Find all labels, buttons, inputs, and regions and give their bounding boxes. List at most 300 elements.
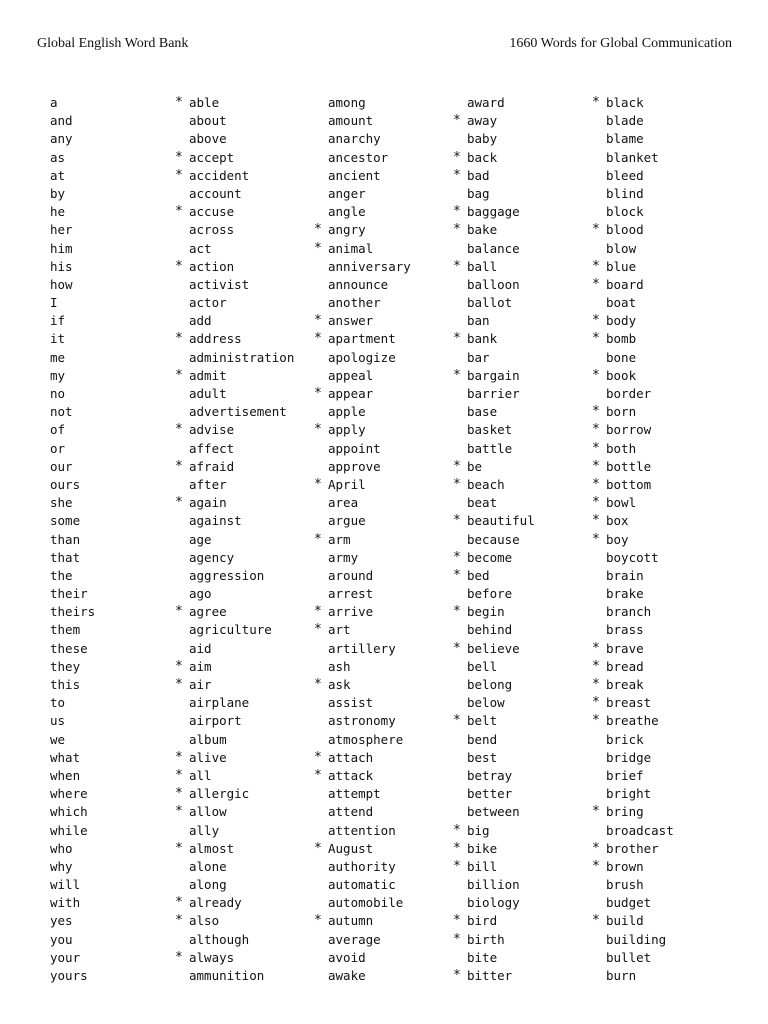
word-entry: [314, 421, 411, 439]
word-text: beach: [467, 476, 505, 492]
word-text: they: [50, 658, 81, 674]
word-text: advise: [189, 422, 235, 438]
word-entry: [189, 731, 294, 749]
word-entry: [175, 949, 294, 967]
word-entry: [50, 949, 95, 967]
word-entry: [50, 621, 95, 639]
star-marker-icon: *: [592, 804, 600, 820]
word-text: also: [189, 913, 220, 929]
star-marker-icon: *: [314, 313, 322, 329]
word-entry: [328, 367, 411, 385]
word-text: ammunition: [189, 968, 265, 983]
word-text: not: [50, 404, 73, 420]
word-entry: [50, 312, 95, 330]
word-text: baggage: [467, 204, 520, 220]
star-marker-icon: *: [314, 331, 322, 347]
word-entry: [328, 694, 411, 712]
word-entry: [328, 167, 411, 185]
word-entry: [328, 512, 411, 530]
word-entry: [453, 258, 535, 276]
word-entry: [328, 931, 411, 949]
word-text: admit: [189, 367, 227, 383]
word-entry: [189, 531, 294, 549]
word-entry: [50, 531, 95, 549]
word-entry: [453, 712, 535, 730]
word-text: board: [606, 276, 644, 292]
word-text: atmosphere: [328, 731, 404, 747]
word-text: attend: [328, 804, 374, 820]
word-text: him: [50, 240, 73, 256]
star-marker-icon: *: [175, 458, 183, 474]
word-entry: [467, 312, 535, 330]
word-entry: [328, 567, 411, 585]
word-text: automatic: [328, 877, 396, 893]
word-text: astronomy: [328, 713, 396, 729]
word-entry: [453, 476, 535, 494]
word-entry: [175, 494, 294, 512]
header-right-title: 1660 Words for Global Communication: [509, 36, 732, 51]
word-text: who: [50, 840, 73, 856]
word-entry: [453, 967, 535, 985]
word-entry: [328, 130, 411, 148]
word-text: both: [606, 440, 637, 456]
word-text: when: [50, 767, 81, 783]
word-entry: [467, 494, 535, 512]
word-entry: [606, 621, 674, 639]
word-text: April: [328, 476, 366, 492]
word-entry: [314, 240, 411, 258]
star-marker-icon: *: [592, 677, 600, 692]
word-text: best: [467, 749, 498, 765]
word-text: baby: [467, 131, 498, 147]
word-text: account: [189, 185, 242, 201]
word-text: angle: [328, 204, 366, 220]
word-text: your: [50, 949, 81, 965]
word-column-4: [453, 94, 535, 985]
star-marker-icon: *: [175, 658, 183, 674]
word-text: bleed: [606, 167, 644, 183]
word-entry: [189, 567, 294, 585]
word-text: blade: [606, 113, 644, 129]
word-text: borrow: [606, 422, 652, 438]
word-entry: [606, 240, 674, 258]
word-entry: [467, 403, 535, 421]
word-entry: [189, 640, 294, 658]
word-entry: [453, 858, 535, 876]
word-text: autumn: [328, 913, 374, 929]
word-text: or: [50, 440, 66, 456]
word-text: brave: [606, 640, 644, 656]
word-entry: [592, 476, 674, 494]
word-entry: [328, 112, 411, 130]
word-text: ally: [189, 822, 220, 838]
word-entry: [453, 167, 535, 185]
word-entry: [314, 312, 411, 330]
word-entry: [175, 149, 294, 167]
word-entry: [592, 840, 674, 858]
star-marker-icon: *: [175, 258, 183, 274]
word-text: airplane: [189, 695, 250, 711]
star-marker-icon: *: [592, 313, 600, 329]
word-text: biology: [467, 895, 520, 911]
word-text: above: [189, 131, 227, 147]
word-entry: [189, 276, 294, 294]
star-marker-icon: *: [175, 749, 183, 765]
word-text: accident: [189, 167, 250, 183]
word-text: what: [50, 749, 81, 765]
star-marker-icon: *: [314, 749, 322, 765]
word-entry: [189, 858, 294, 876]
star-marker-icon: *: [592, 404, 600, 420]
word-entry: [50, 130, 95, 148]
word-entry: [189, 967, 294, 985]
word-text: after: [189, 476, 227, 492]
word-text: artillery: [328, 640, 396, 656]
word-text: border: [606, 386, 652, 401]
word-text: why: [50, 858, 73, 874]
word-entry: [328, 349, 411, 367]
word-entry: [467, 385, 535, 403]
word-entry: [50, 767, 95, 785]
page-header: [37, 36, 732, 56]
star-marker-icon: *: [592, 495, 600, 511]
word-entry: [606, 185, 674, 203]
star-marker-icon: *: [175, 786, 183, 802]
star-marker-icon: *: [175, 422, 183, 438]
star-marker-icon: *: [592, 531, 600, 547]
word-text: battle: [467, 440, 513, 456]
word-entry: [175, 367, 294, 385]
word-text: ban: [467, 313, 490, 329]
word-text: between: [467, 804, 520, 820]
word-text: anarchy: [328, 131, 381, 147]
word-entry: [50, 567, 95, 585]
word-text: be: [467, 458, 483, 474]
word-text: ball: [467, 258, 498, 274]
star-marker-icon: *: [453, 968, 461, 983]
star-marker-icon: *: [592, 658, 600, 674]
word-entry: [592, 531, 674, 549]
word-entry: [467, 676, 535, 694]
star-marker-icon: *: [453, 858, 461, 874]
word-entry: [592, 712, 674, 730]
word-text: again: [189, 495, 227, 511]
word-entry: [50, 203, 95, 221]
word-entry: [50, 494, 95, 512]
word-entry: [606, 203, 674, 221]
star-marker-icon: *: [314, 622, 322, 638]
word-text: black: [606, 95, 644, 110]
word-entry: [50, 549, 95, 567]
word-text: animal: [328, 240, 374, 256]
star-marker-icon: *: [592, 440, 600, 456]
word-text: theirs: [50, 604, 96, 620]
word-entry: [50, 803, 95, 821]
star-marker-icon: *: [592, 695, 600, 711]
word-text: body: [606, 313, 637, 329]
word-entry: [467, 658, 535, 676]
star-marker-icon: *: [175, 804, 183, 820]
word-entry: [606, 567, 674, 585]
word-text: my: [50, 367, 66, 383]
star-marker-icon: *: [592, 476, 600, 492]
word-text: apple: [328, 404, 366, 420]
star-marker-icon: *: [592, 222, 600, 238]
word-text: affect: [189, 440, 235, 456]
word-text: always: [189, 949, 235, 965]
word-text: box: [606, 513, 629, 529]
word-text: automobile: [328, 895, 404, 911]
word-text: us: [50, 713, 66, 729]
word-text: all: [189, 767, 212, 783]
word-entry: [50, 858, 95, 876]
word-text: become: [467, 549, 513, 565]
word-text: alone: [189, 858, 227, 874]
word-text: afraid: [189, 458, 235, 474]
word-entry: [50, 258, 95, 276]
word-entry: [467, 130, 535, 148]
word-entry: [314, 221, 411, 239]
word-entry: [314, 531, 411, 549]
word-entry: [467, 276, 535, 294]
word-entry: [314, 476, 411, 494]
word-entry: [175, 603, 294, 621]
word-entry: [328, 876, 411, 894]
word-text: agency: [189, 549, 235, 565]
star-marker-icon: *: [592, 458, 600, 474]
word-entry: [328, 785, 411, 803]
word-text: apply: [328, 422, 366, 438]
word-text: she: [50, 495, 73, 511]
word-text: air: [189, 677, 212, 692]
word-entry: [453, 840, 535, 858]
word-entry: [453, 549, 535, 567]
word-text: answer: [328, 313, 374, 329]
word-text: a: [50, 95, 58, 110]
word-entry: [453, 149, 535, 167]
word-text: our: [50, 458, 73, 474]
word-text: bring: [606, 804, 644, 820]
star-marker-icon: *: [453, 113, 461, 129]
word-entry: [328, 803, 411, 821]
word-text: brake: [606, 586, 644, 602]
star-marker-icon: *: [453, 149, 461, 165]
word-text: brush: [606, 877, 644, 893]
star-marker-icon: *: [592, 513, 600, 529]
star-marker-icon: *: [314, 531, 322, 547]
star-marker-icon: *: [453, 458, 461, 474]
word-text: bargain: [467, 367, 520, 383]
word-entry: [467, 785, 535, 803]
word-text: appoint: [328, 440, 381, 456]
word-text: than: [50, 531, 81, 547]
word-text: bitter: [467, 968, 513, 983]
word-text: below: [467, 695, 505, 711]
star-marker-icon: *: [453, 204, 461, 220]
word-entry: [592, 94, 674, 112]
word-entry: [50, 185, 95, 203]
word-entry: [189, 621, 294, 639]
word-entry: [592, 312, 674, 330]
word-entry: [592, 640, 674, 658]
word-entry: [175, 749, 294, 767]
word-entry: [592, 676, 674, 694]
word-entry: [467, 185, 535, 203]
word-text: some: [50, 513, 81, 529]
star-marker-icon: *: [175, 167, 183, 183]
word-text: army: [328, 549, 359, 565]
word-text: although: [189, 931, 250, 947]
word-entry: [328, 731, 411, 749]
word-entry: [453, 512, 535, 530]
star-marker-icon: *: [175, 331, 183, 347]
word-entry: [50, 840, 95, 858]
word-entry: [314, 840, 411, 858]
word-entry: [189, 476, 294, 494]
word-text: arm: [328, 531, 351, 547]
word-text: balloon: [467, 276, 520, 292]
word-entry: [606, 603, 674, 621]
word-text: art: [328, 622, 351, 638]
word-text: blanket: [606, 149, 659, 165]
word-text: will: [50, 877, 81, 893]
word-text: average: [328, 931, 381, 947]
word-text: bowl: [606, 495, 637, 511]
word-entry: [50, 167, 95, 185]
word-entry: [175, 258, 294, 276]
word-text: aid: [189, 640, 212, 656]
word-entry: [50, 931, 95, 949]
word-text: add: [189, 313, 212, 329]
star-marker-icon: *: [592, 331, 600, 347]
word-text: he: [50, 204, 66, 220]
star-marker-icon: *: [592, 422, 600, 438]
word-text: base: [467, 404, 498, 420]
word-text: awake: [328, 968, 366, 983]
word-text: blue: [606, 258, 637, 274]
word-text: bird: [467, 913, 498, 929]
word-entry: [328, 458, 411, 476]
word-text: away: [467, 113, 498, 129]
word-entry: [328, 440, 411, 458]
word-entry: [467, 749, 535, 767]
header-left-title: Global English Word Bank: [37, 36, 189, 51]
word-text: belong: [467, 677, 513, 692]
word-entry: [328, 549, 411, 567]
word-text: barrier: [467, 386, 520, 401]
word-entry: [453, 603, 535, 621]
star-marker-icon: *: [592, 913, 600, 929]
word-text: bake: [467, 222, 498, 238]
word-entry: [328, 494, 411, 512]
word-entry: [175, 203, 294, 221]
word-text: boat: [606, 295, 637, 311]
word-text: argue: [328, 513, 366, 529]
word-text: bullet: [606, 949, 652, 965]
star-marker-icon: *: [314, 677, 322, 692]
word-entry: [189, 240, 294, 258]
word-entry: [592, 803, 674, 821]
word-entry: [606, 749, 674, 767]
word-text: her: [50, 222, 73, 238]
star-marker-icon: *: [175, 204, 183, 220]
word-entry: [175, 912, 294, 930]
word-text: attention: [328, 822, 396, 838]
word-entry: [328, 585, 411, 603]
word-text: budget: [606, 895, 652, 911]
word-text: blind: [606, 185, 644, 201]
word-entry: [314, 912, 411, 930]
word-text: another: [328, 295, 381, 311]
word-entry: [467, 621, 535, 639]
word-entry: [453, 567, 535, 585]
word-text: ancestor: [328, 149, 389, 165]
word-text: announce: [328, 276, 389, 292]
word-text: authority: [328, 858, 396, 874]
word-entry: [189, 349, 294, 367]
word-text: among: [328, 95, 366, 110]
word-entry: [592, 858, 674, 876]
word-text: aggression: [189, 567, 265, 583]
word-entry: [592, 494, 674, 512]
word-text: yours: [50, 968, 88, 983]
word-entry: [606, 949, 674, 967]
word-text: behind: [467, 622, 513, 638]
word-entry: [592, 512, 674, 530]
word-text: break: [606, 677, 644, 692]
word-text: while: [50, 822, 88, 838]
word-entry: [606, 931, 674, 949]
star-marker-icon: *: [175, 677, 183, 692]
word-entry: [50, 967, 95, 985]
star-marker-icon: *: [453, 822, 461, 838]
word-entry: [189, 712, 294, 730]
star-marker-icon: *: [175, 913, 183, 929]
word-text: brown: [606, 858, 644, 874]
word-entry: [314, 749, 411, 767]
star-marker-icon: *: [314, 386, 322, 401]
word-entry: [189, 294, 294, 312]
word-text: and: [50, 113, 73, 129]
word-entry: [175, 785, 294, 803]
word-column-1: [50, 94, 95, 985]
word-text: how: [50, 276, 73, 292]
word-text: ago: [189, 586, 212, 602]
star-marker-icon: *: [314, 222, 322, 238]
word-entry: [50, 603, 95, 621]
word-text: we: [50, 731, 66, 747]
word-text: attach: [328, 749, 374, 765]
word-entry: [328, 658, 411, 676]
word-entry: [50, 912, 95, 930]
word-entry: [50, 894, 95, 912]
word-text: bell: [467, 658, 498, 674]
word-entry: [328, 149, 411, 167]
word-text: able: [189, 95, 220, 110]
word-text: award: [467, 95, 505, 110]
word-text: bike: [467, 840, 498, 856]
word-text: as: [50, 149, 66, 165]
word-entry: [175, 658, 294, 676]
word-text: yes: [50, 913, 73, 929]
word-text: ballot: [467, 295, 513, 311]
word-entry: [175, 458, 294, 476]
word-entry: [606, 822, 674, 840]
word-entry: [50, 294, 95, 312]
word-entry: [328, 858, 411, 876]
word-text: arrive: [328, 604, 374, 620]
word-entry: [189, 931, 294, 949]
